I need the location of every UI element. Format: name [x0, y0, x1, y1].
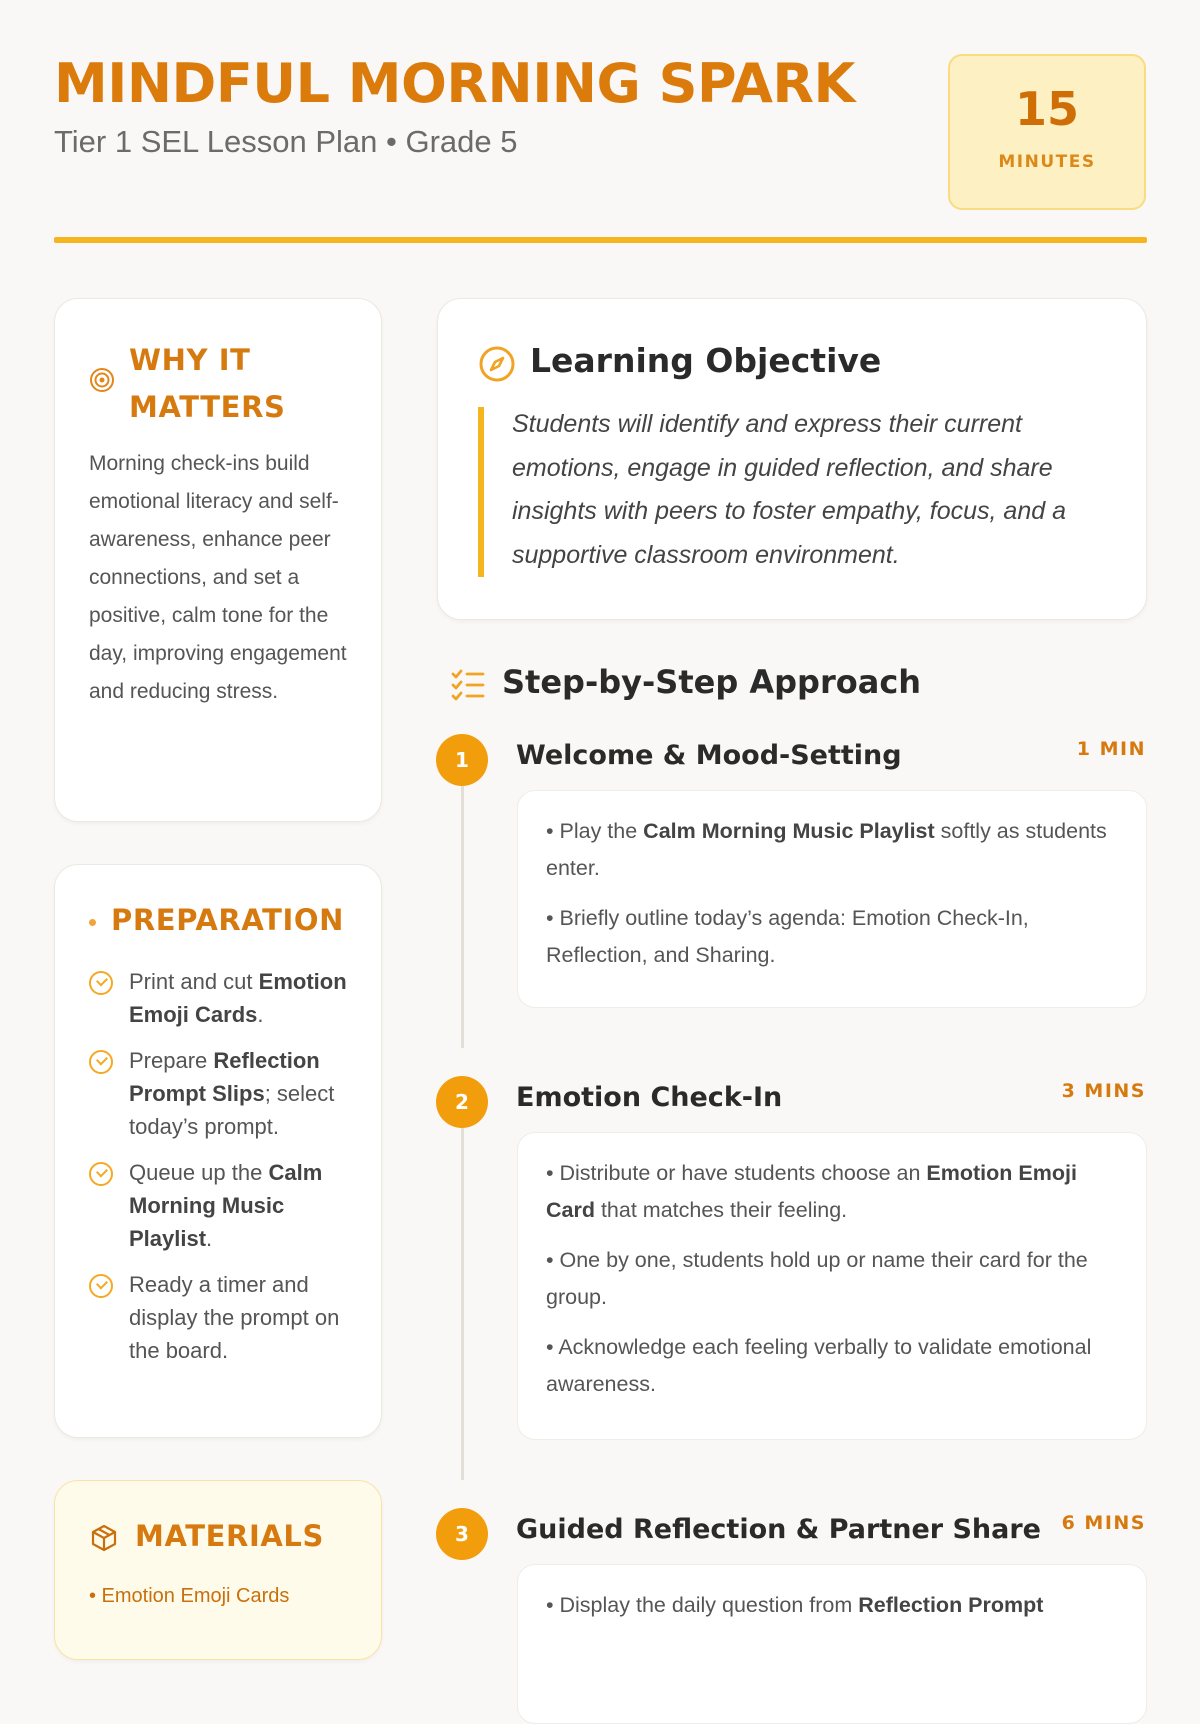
check-circle-icon — [89, 1050, 113, 1074]
target-icon — [89, 367, 115, 393]
page-title: MINDFUL MORNING SPARK — [54, 52, 855, 115]
quote-bar — [478, 407, 484, 577]
list-item: Ready a timer and display the prompt on the board. — [89, 1268, 359, 1367]
preparation-card — [54, 864, 382, 1438]
list-item: Print and cut Emotion Emoji Cards. — [89, 965, 359, 1031]
why-heading-line2: MATTERS — [129, 390, 286, 424]
step-bullet: • Acknowledge each feeling verbally to validate emotional awareness. — [546, 1335, 1092, 1396]
step-number-3: 3 — [436, 1508, 488, 1560]
preparation-list — [89, 965, 359, 1380]
step-bullet: • Distribute or have students choose an Emotion Emoji Card that matches their feeling. — [546, 1161, 1077, 1222]
step-bullet: • Play the Calm Morning Music Playlist softly as students enter. — [546, 819, 1107, 880]
step-bullet: • Briefly outline today’s agenda: Emotion Check-In, Reflection, and Sharing. — [546, 906, 1029, 967]
why-it-matters-text: Morning check-ins build emotional literacy and self-awareness, enhance peer connections, and set a positive, calm tone for the day, improving engagement and reducing stress. — [89, 452, 347, 703]
page-subtitle: Tier 1 SEL Lesson Plan • Grade 5 — [54, 124, 518, 159]
learning-objective-text: Students will identify and express their current emotions, engage in guided reflection, and share insights with peers to foster empathy, focus, and a supportive classroom environment. — [512, 410, 1066, 569]
step-duration-2: 3 MINS — [1061, 1080, 1146, 1102]
step-duration-3: 6 MINS — [1061, 1512, 1146, 1534]
step-title-1: Welcome & Mood-Setting — [516, 740, 902, 771]
compass-icon — [478, 345, 516, 383]
step-card-1 — [517, 790, 1147, 1008]
learning-objective-card — [437, 298, 1147, 620]
checklist-icon — [450, 668, 486, 702]
why-it-matters-heading — [129, 337, 286, 431]
step-bullet: • One by one, students hold up or name their card for the group. — [546, 1248, 1088, 1309]
duration-value: 15 — [1014, 82, 1079, 136]
step-number-2: 2 — [436, 1076, 488, 1128]
duration-badge — [948, 54, 1146, 210]
step-card-3 — [517, 1564, 1147, 1724]
preparation-heading: PREPARATION — [111, 903, 345, 937]
dot-icon — [89, 919, 96, 926]
list-item: • Emotion Emoji Cards — [89, 1585, 290, 1607]
box-icon — [89, 1523, 119, 1553]
materials-heading: MATERIALS — [135, 1519, 324, 1553]
materials-list — [89, 1581, 289, 1611]
materials-card — [54, 1480, 382, 1660]
why-heading-line1: WHY IT — [129, 343, 251, 377]
check-circle-icon — [89, 971, 113, 995]
why-it-matters-card — [54, 298, 382, 822]
step-number-1: 1 — [436, 734, 488, 786]
list-item: Prepare Reflection Prompt Slips; select today’s prompt. — [89, 1044, 359, 1143]
header-divider — [54, 237, 1147, 243]
check-circle-icon — [89, 1274, 113, 1298]
duration-unit: MINUTES — [998, 152, 1096, 172]
step-card-2 — [517, 1132, 1147, 1440]
steps-heading: Step-by-Step Approach — [502, 663, 922, 701]
learning-objective-heading: Learning Objective — [530, 341, 882, 380]
check-circle-icon — [89, 1162, 113, 1186]
timeline-line — [461, 786, 464, 1048]
list-item: Queue up the Calm Morning Music Playlist. — [89, 1156, 359, 1255]
step-duration-1: 1 MIN — [1076, 738, 1146, 760]
step-title-3: Guided Reflection & Partner Share — [516, 1514, 1041, 1545]
timeline-line — [461, 1128, 464, 1480]
step-title-2: Emotion Check-In — [516, 1082, 783, 1113]
step-bullet: • Display the daily question from Reflection Prompt — [546, 1593, 1044, 1617]
